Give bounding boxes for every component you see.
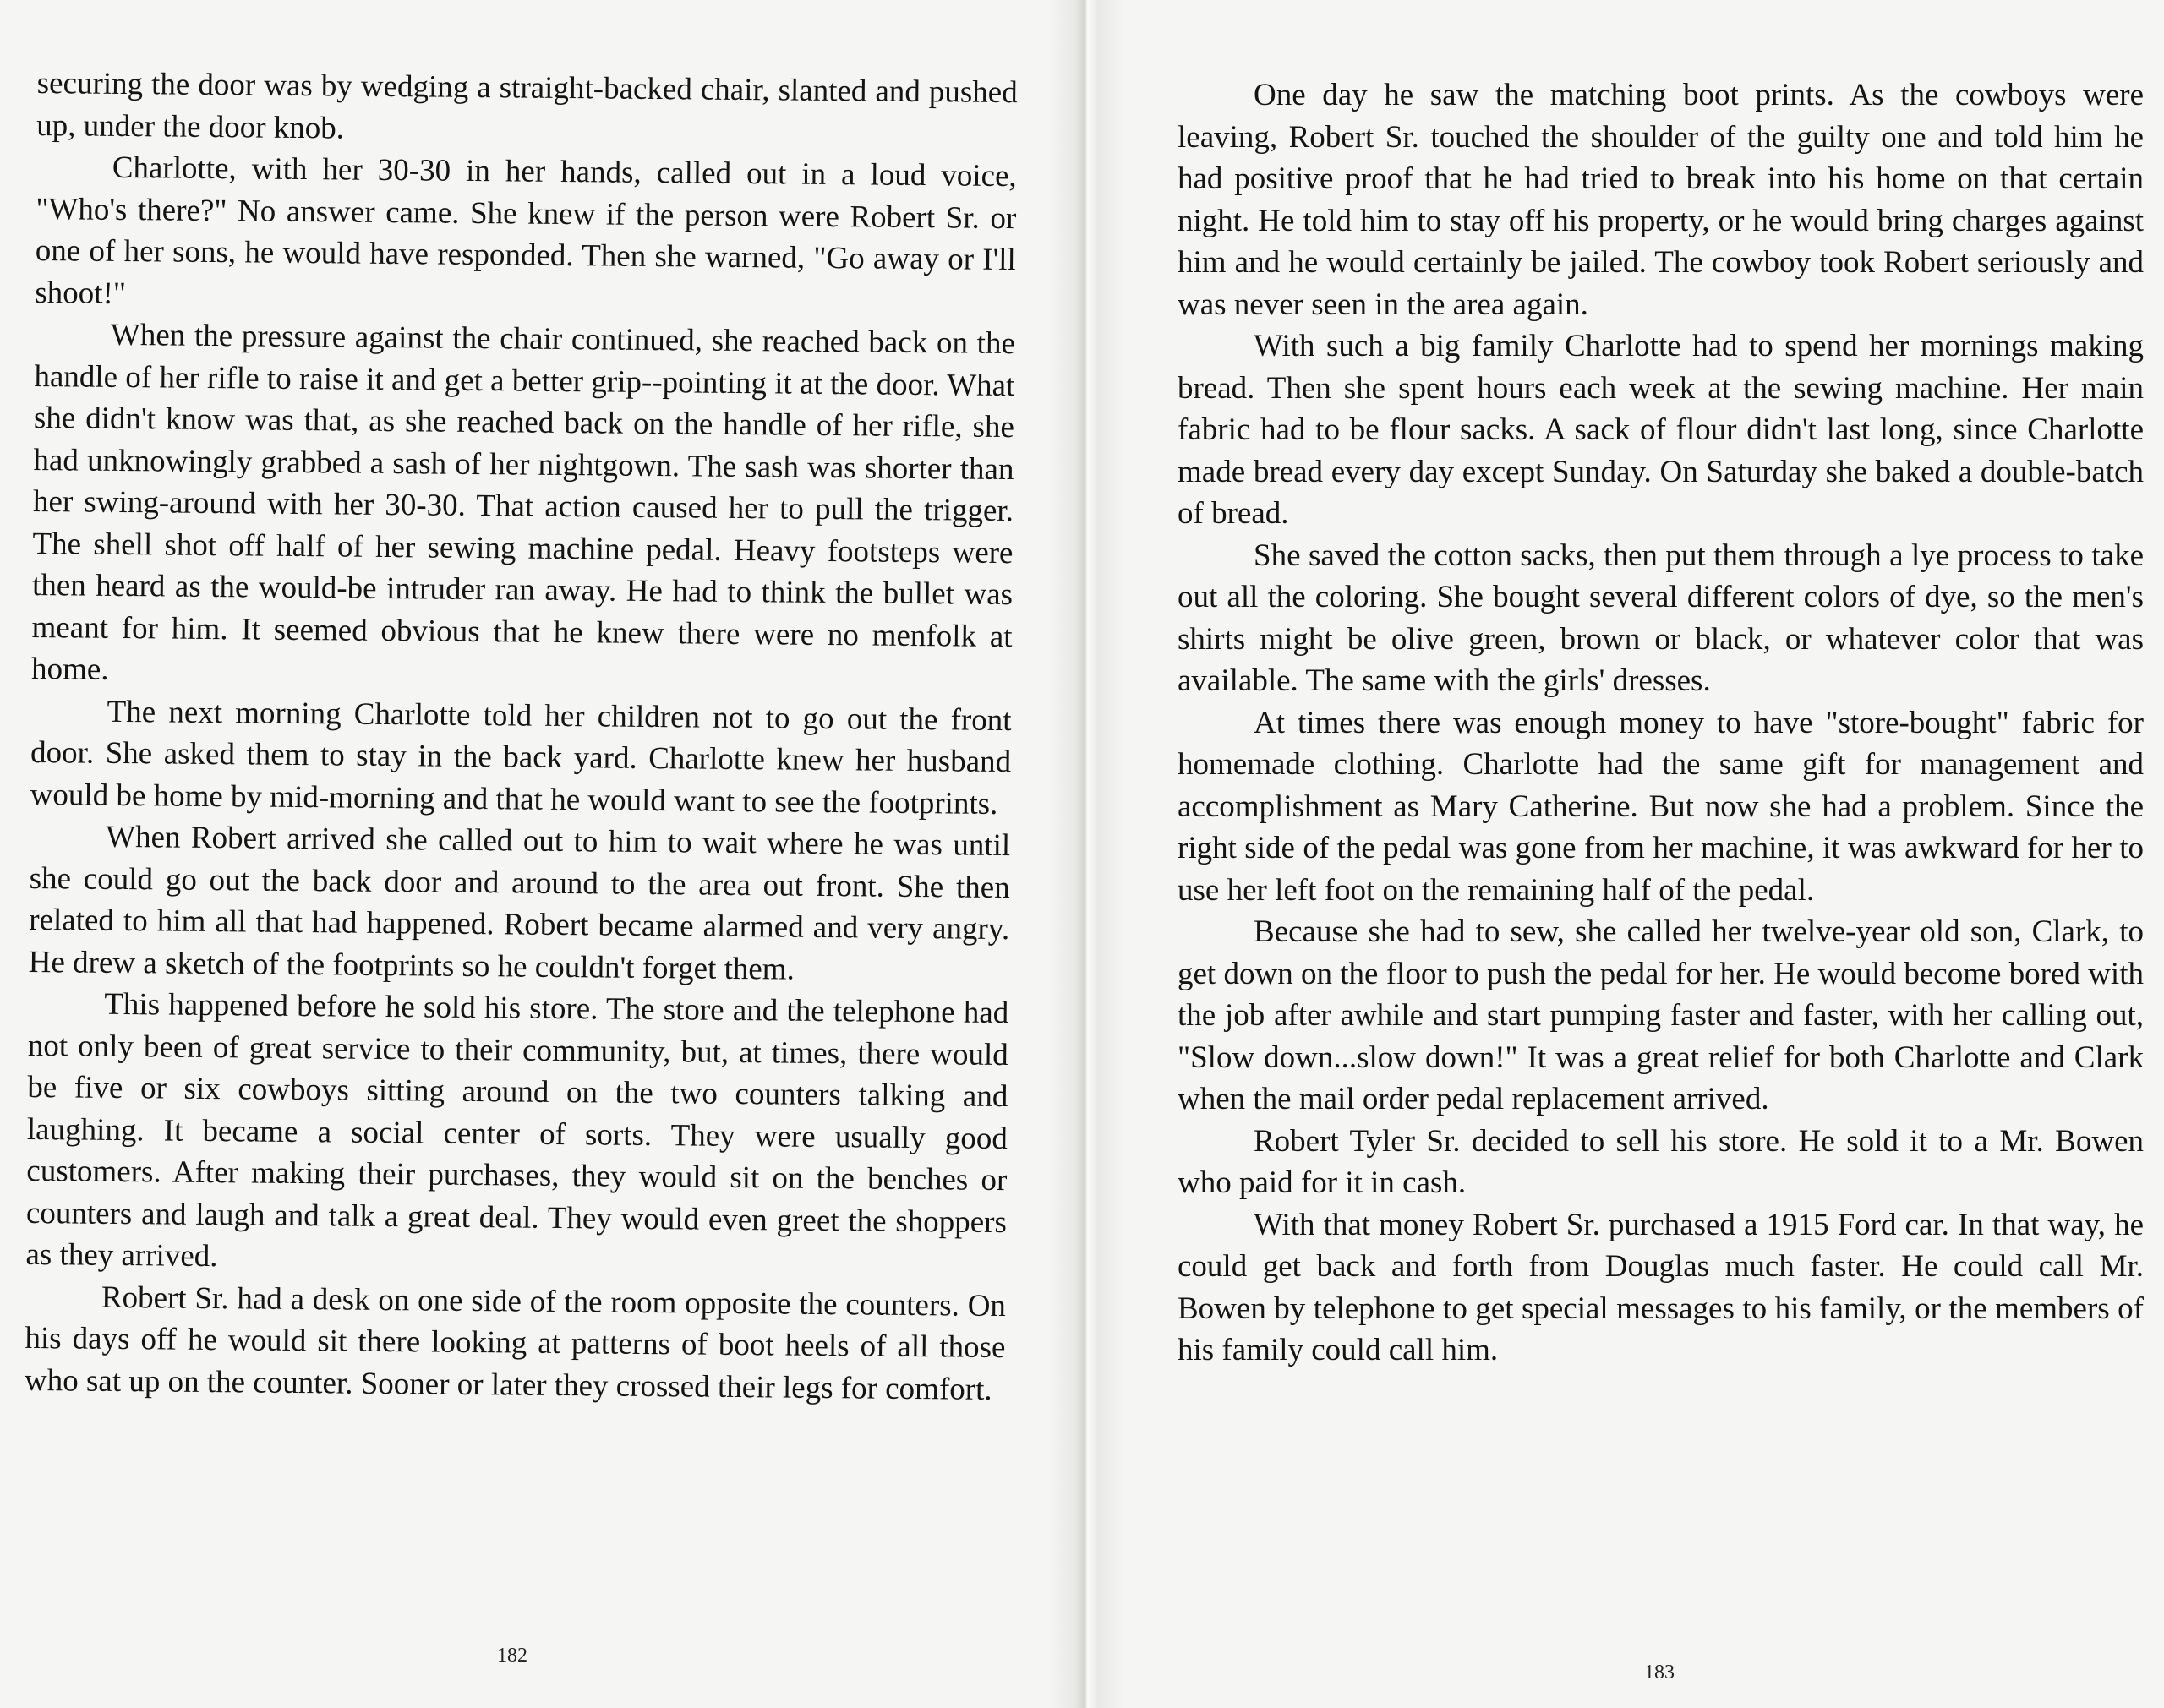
page-number: 183	[1644, 1662, 1675, 1683]
paragraph: Charlotte, with her 30-30 in her hands, called out in a loud voice, "Who's there?" No answer came. She knew if the person were Robert Sr. or one of her sons, he would have responded. Then she warned, "Go away or I'll shoot!"	[35, 150, 1017, 311]
paragraph: At times there was enough money to have "store-bought" fabric for homemade clothing. Charlotte had the same gift for management and accomplishment as Mary Catherine. But now she had a problem. Since the right side of the pedal was gone from her machine, it was awkward for her to use her left foot on the remaining half of the pedal.	[1178, 705, 2144, 908]
right-page-text	[1178, 74, 2144, 1372]
left-page	[0, 0, 1065, 1708]
right-page	[1099, 0, 2164, 1708]
paragraph: When the pressure against the chair continued, she reached back on the handle of her rifle to raise it and get a better grip--pointing it at the door. What she didn't know was that, as she reached back on the handle of her rifle, she had unknowingly grabbed a sash of her nightgown. The sash was shorter than her swing-around with her 30-30. That action caused her to pull the trigger. The shell shot off half of her sewing machine pedal. Heavy footsteps were then heard as the would-be intruder ran away. He had to think the bullet was meant for him. It seemed obvious that he knew there were no menfolk at home.	[30, 317, 1016, 687]
paragraph: The next morning Charlotte told her children not to go out the front door. She asked them to stay in the back yard. Charlotte knew her husband would be home by mid-morning and that he would want to see the footprints.	[30, 694, 1012, 821]
paragraph: securing the door was by wedging a straight-backed chair, slanted and pushed up, under the door knob.	[36, 65, 1018, 145]
paragraph: One day he saw the matching boot prints. As the cowboys were leaving, Robert Sr. touched the shoulder of the guilty one and told him he had positive proof that he had tried to break into his home on that certain night. He told him to stay off his property, or he would bring charges against him and he would certainly be jailed. The cowboy took Robert seriously and was never seen in the area again.	[1178, 78, 2144, 322]
paragraph: She saved the cotton sacks, then put them through a lye process to take out all the coloring. She bought several different colors of dye, so the men's shirts might be olive green, brown or black, or whatever color that was available. The same with the girls' dresses.	[1178, 538, 2144, 698]
paragraph: This happened before he sold his store. The store and the telephone had not only been of great service to their community, but, at times, there would be five or six cowboys sitting around on the two counters talking and laughing. It became a social center of sorts. They were usually good customers. After making their purchases, they would sit on the benches or counters and laugh and talk a great deal. They would even greet the shoppers as they arrived.	[25, 986, 1009, 1274]
paragraph: With that money Robert Sr. purchased a 1915 Ford car. In that way, he could get back and forth from Douglas much faster. He could call Mr. Bowen by telephone to get special messages to his family, or the members of his family could call him.	[1178, 1207, 2144, 1367]
page-number: 182	[497, 1645, 527, 1667]
left-page-text	[25, 63, 1018, 1411]
paragraph: Robert Sr. had a desk on one side of the room opposite the counters. On his days off he would sit there looking at patterns of boot heels of all those who sat up on the counter. Sooner or later they crossed their legs for comfort.	[24, 1280, 1007, 1407]
paragraph: With such a big family Charlotte had to spend her mornings making bread. Then she spent hours each week at the sewing machine. Her main fabric had to be flour sacks. A sack of flour didn't last long, since Charlotte made bread every day except Sunday. On Saturday she baked a double-batch of bread.	[1178, 329, 2144, 531]
paragraph: Because she had to sew, she called her twelve-year old son, Clark, to get down on the floor to push the pedal for her. He would become bored with the job after awhile and start pumping faster and faster, with her calling out, "Slow down...slow down!" It was a great relief for both Charlotte and Clark when the mail order pedal replacement arrived.	[1178, 914, 2144, 1116]
paragraph: Robert Tyler Sr. decided to sell his store. He sold it to a Mr. Bowen who paid for it in cash.	[1178, 1123, 2144, 1200]
paragraph: When Robert arrived she called out to him to wait where he was until she could go out the back door and around to the area out front. She then related to him all that had happened. Robert became alarmed and very angry. He drew a sketch of the footprints so he couldn't forget them.	[28, 819, 1011, 987]
